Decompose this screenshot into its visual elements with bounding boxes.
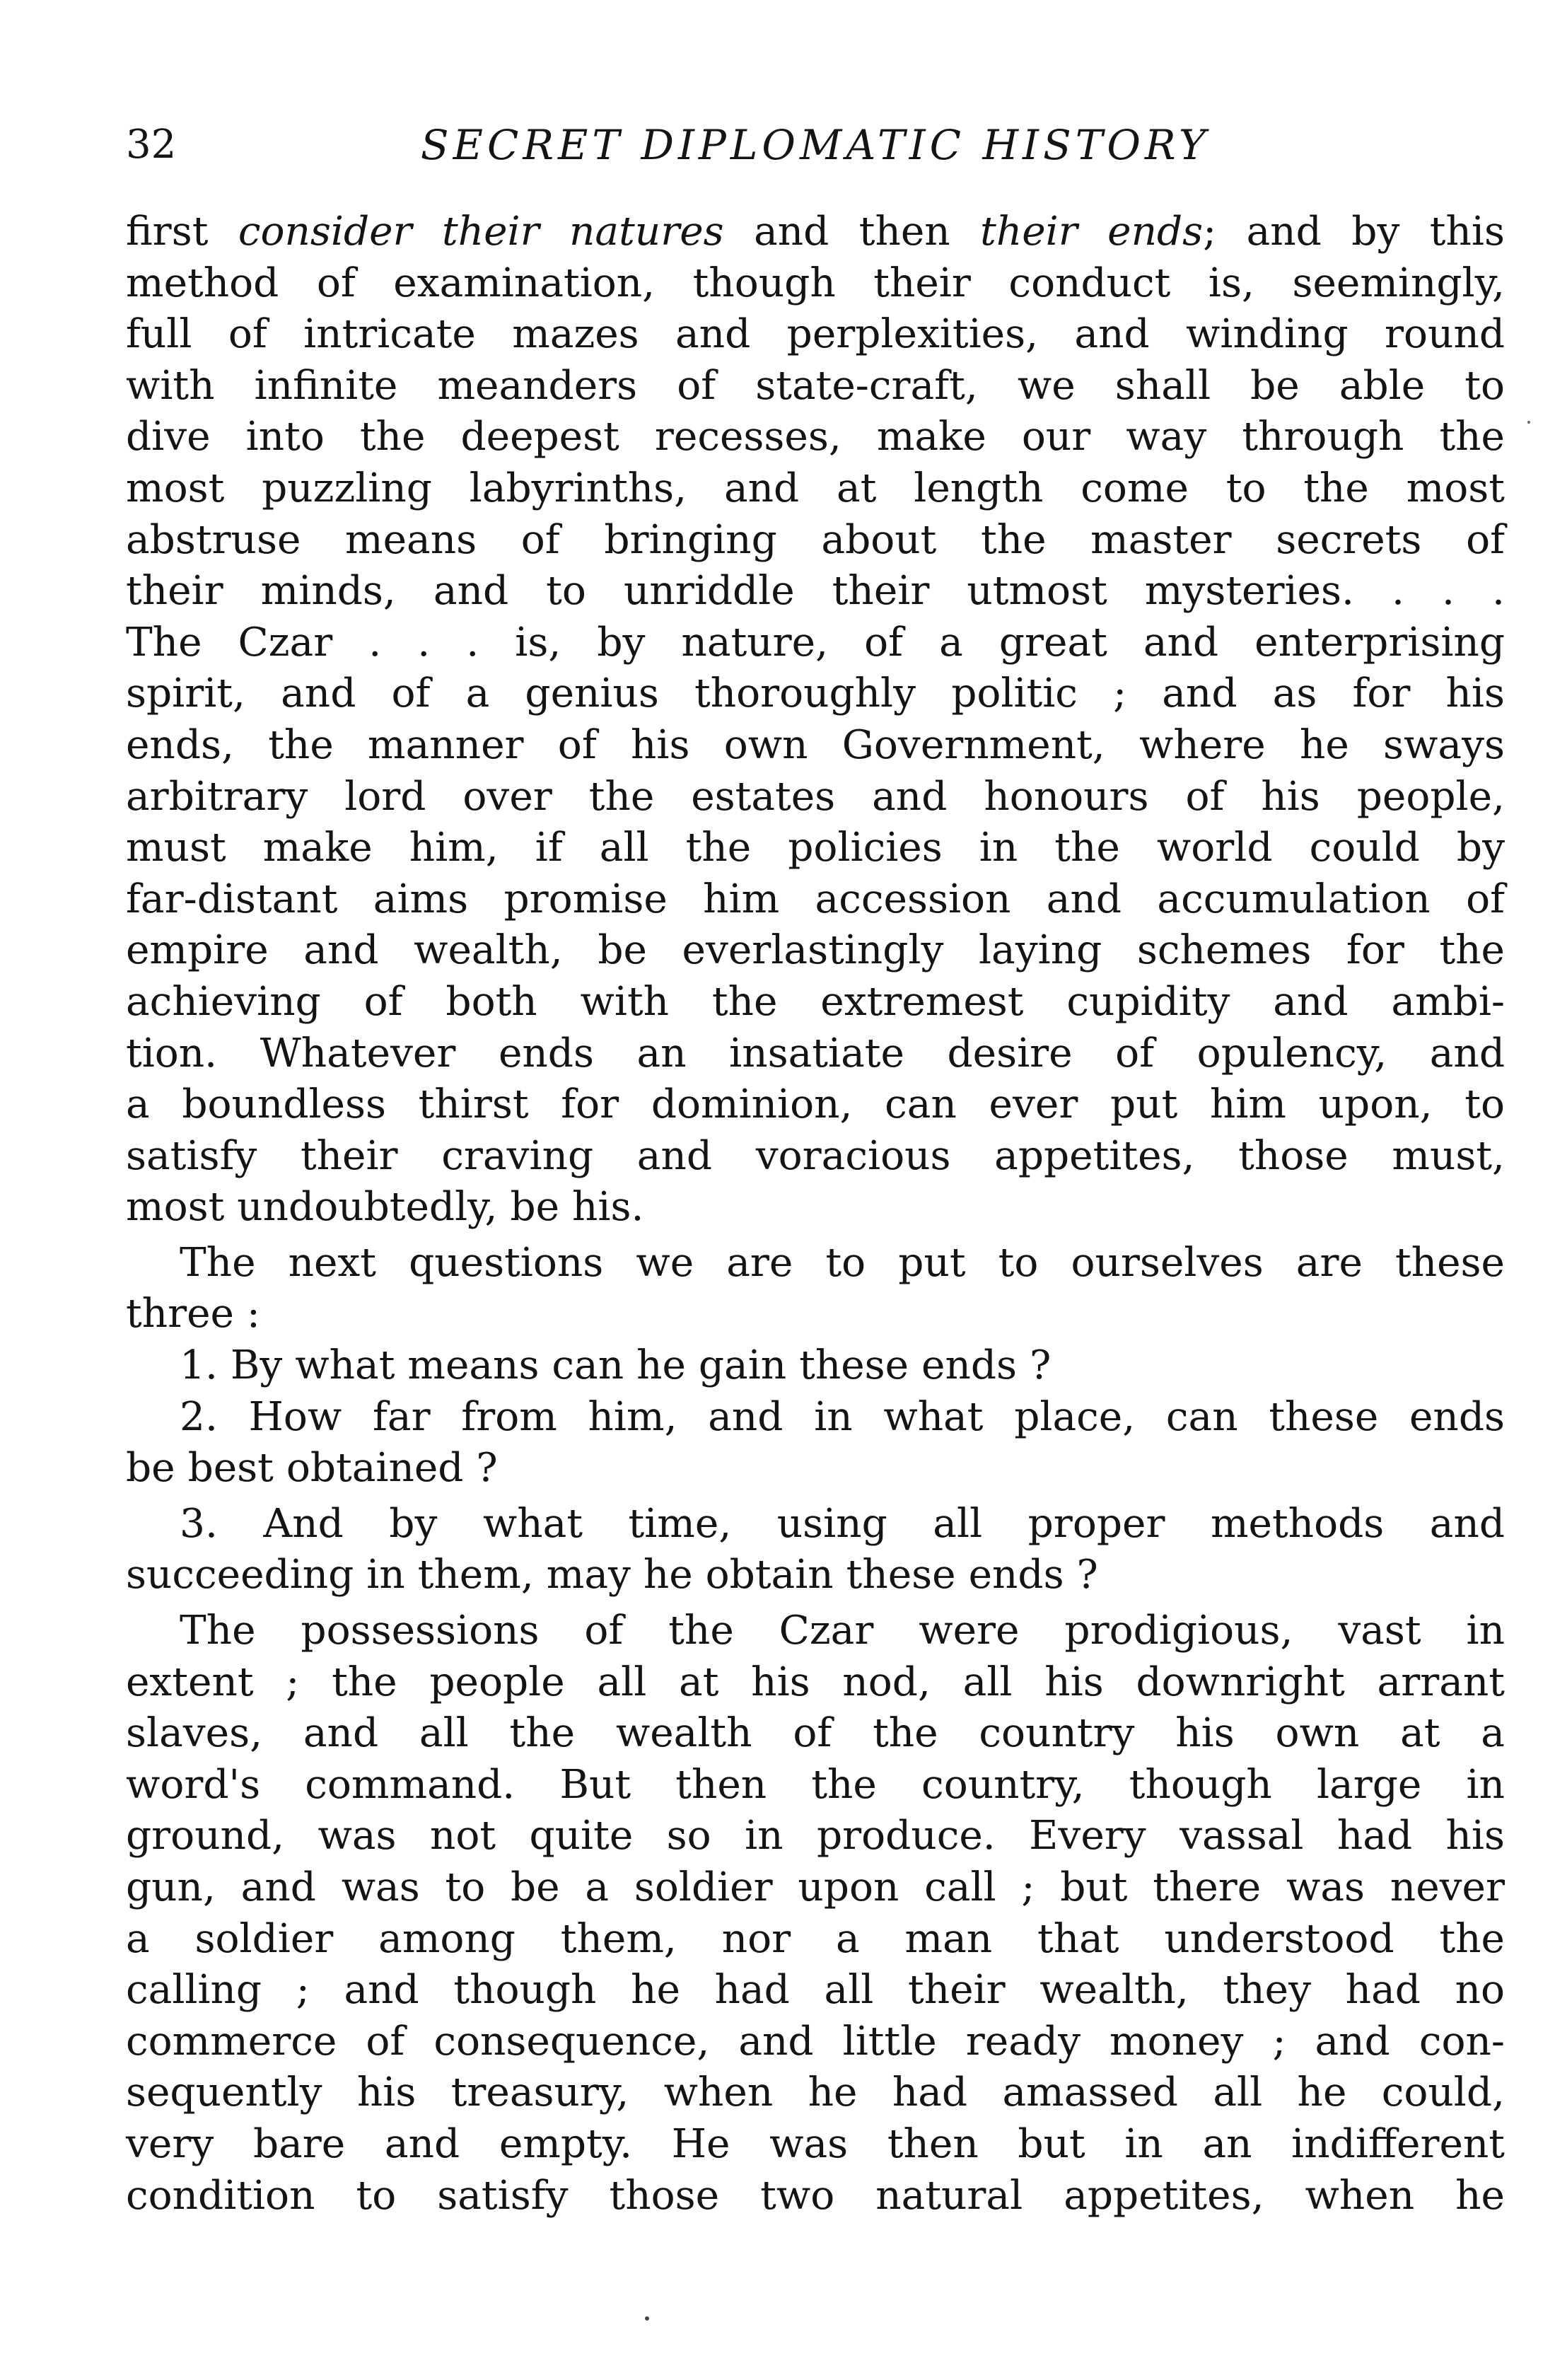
text-line: method of examination, though their conduct is, seemingly, xyxy=(126,260,1505,306)
text-line: condition to satisfy those two natural appetites, when he xyxy=(126,2172,1505,2219)
text-line: three : xyxy=(126,1291,260,1337)
text-line: The next questions we are to put to ourselves are these xyxy=(180,1239,1505,1286)
text-line: with infinite meanders of state-craft, we shall be able to xyxy=(126,362,1505,409)
text-segment: ; and by this xyxy=(1203,209,1505,255)
text-line: achieving of both with the extremest cupidity and ambi- xyxy=(126,978,1505,1025)
text-line: slaves, and all the wealth of the country his own at a xyxy=(126,1710,1505,1757)
text-line: most puzzling labyrinths, and at length come to the most xyxy=(126,465,1505,511)
text-line: succeeding in them, may he obtain these ends ? xyxy=(126,1552,1098,1598)
text-line: ground, was not quite so in produce. Every vassal had his xyxy=(126,1813,1505,1859)
text-line: sequently his treasury, when he had amassed all he could, xyxy=(126,2070,1505,2116)
text-line xyxy=(126,207,1505,258)
body-text xyxy=(126,207,1505,2222)
text-line: their minds, and to unriddle their utmost mysteries. . . . xyxy=(126,568,1505,615)
text-line: very bare and empty. He was then but in an indifferent xyxy=(126,2120,1505,2167)
text-line: ends, the manner of his own Government, where he sways xyxy=(126,721,1505,768)
text-line: full of intricate mazes and perplexities, and winding round xyxy=(126,311,1505,358)
text-line: be best obtained ? xyxy=(126,1445,498,1492)
text-line: satisfy their craving and voracious appetites, those must, xyxy=(126,1132,1505,1179)
text-line: 1. By what means can he gain these ends ? xyxy=(180,1342,1052,1389)
italic-phrase: consider their natures xyxy=(238,209,724,255)
text-line: dive into the deepest recesses, make our way through the xyxy=(126,414,1505,460)
text-line: must make him, if all the policies in the world could by xyxy=(126,825,1505,871)
text-line: empire and wealth, be everlastingly laying schemes for the xyxy=(126,927,1505,974)
page-header xyxy=(126,113,1505,177)
edge-speck xyxy=(1527,421,1530,424)
text-line: far-distant aims promise him accession and accumulation of xyxy=(126,876,1505,922)
text-line: The Czar . . . is, by nature, of a great and enterprising xyxy=(126,619,1505,666)
text-line: tion. Whatever ends an insatiate desire of opulency, and xyxy=(126,1030,1505,1076)
running-title: SECRET DIPLOMATIC HISTORY xyxy=(420,121,1211,169)
text-segment: first xyxy=(126,209,238,255)
text-line: arbitrary lord over the estates and honours of his people, xyxy=(126,773,1505,820)
text-line: spirit, and of a genius thoroughly politic ; and as for his xyxy=(126,671,1505,717)
text-line: calling ; and though he had all their wealth, they had no xyxy=(126,1967,1505,2014)
text-line: 3. And by what time, using all proper methods and xyxy=(180,1500,1505,1547)
text-line: gun, and was to be a soldier upon call ; but there was never xyxy=(126,1864,1505,1910)
text-segment: and then xyxy=(723,209,981,255)
italic-phrase: their ends xyxy=(980,209,1204,255)
text-line: extent ; the people all at his nod, all his downright arrant xyxy=(126,1659,1505,1705)
text-line: word's command. But then the country, though large in xyxy=(126,1761,1505,1808)
text-line: a boundless thirst for dominion, can ever put him upon, to xyxy=(126,1081,1505,1128)
text-line: 2. How far from him, and in what place, can these ends xyxy=(180,1393,1505,1440)
text-line: The possessions of the Czar were prodigious, vast in xyxy=(180,1608,1505,1654)
text-line: commerce of consequence, and little ready money ; and con- xyxy=(126,2018,1505,2065)
text-line: a soldier among them, nor a man that understood the xyxy=(126,1915,1505,1962)
stray-speck xyxy=(645,2316,649,2321)
text-line: most undoubtedly, be his. xyxy=(126,1184,644,1231)
page-number: 32 xyxy=(126,122,177,168)
text-line: abstruse means of bringing about the master secrets of xyxy=(126,516,1505,563)
